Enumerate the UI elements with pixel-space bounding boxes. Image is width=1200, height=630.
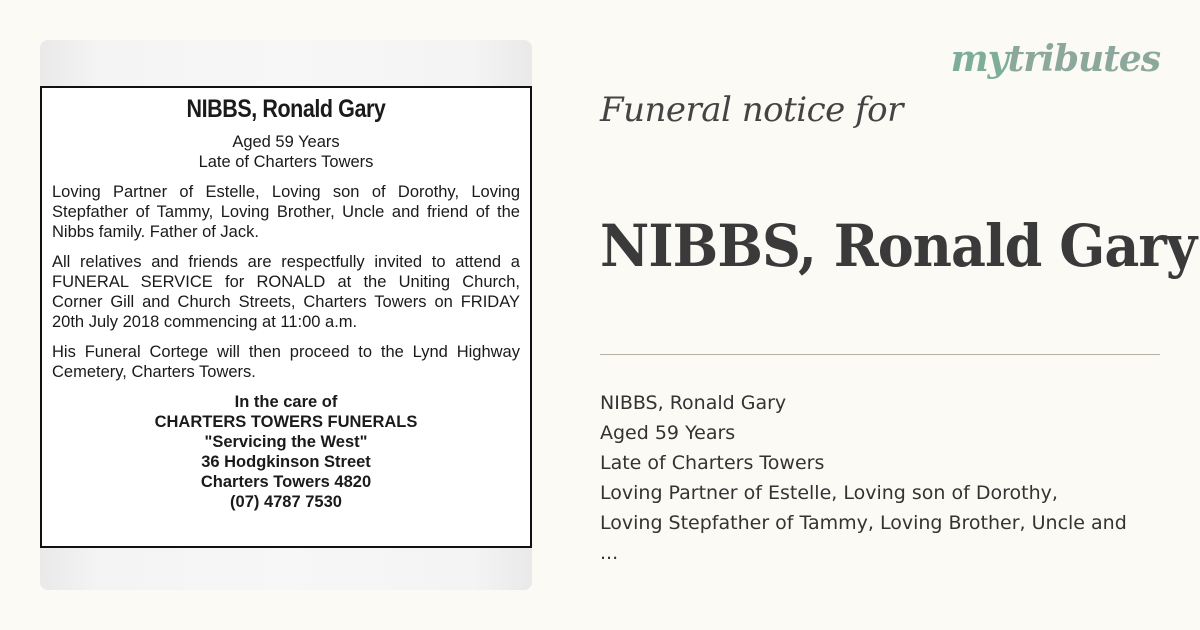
notice-family-paragraph: Loving Partner of Estelle, Loving son of Dorothy, Loving Stepfather of Tammy, Loving Brother, Uncle and friend of the Nibbs family. Father of Jack.	[52, 183, 520, 241]
logo-my: my	[950, 38, 1008, 80]
funeral-director-block	[52, 392, 520, 512]
notice-excerpt	[600, 388, 1180, 568]
excerpt-line: Aged 59 Years	[600, 422, 736, 444]
notice-age: Aged 59 Years	[232, 133, 340, 151]
funeral-home-street: 36 Hodgkinson Street	[201, 453, 371, 471]
funeral-home-name: CHARTERS TOWERS FUNERALS	[154, 413, 418, 431]
logo-tributes: tributes	[1007, 38, 1160, 80]
notice-service-paragraph: All relatives and friends are respectfully invited to attend a FUNERAL SERVICE for RONALD at the Uniting Church, Corner Gill and Church Streets, Charters Towers on FRIDAY 20th July 2018 commencing at 11:00 a.m.	[52, 253, 520, 331]
page-subtitle: Funeral notice for	[600, 90, 903, 130]
notice-residence: Late of Charters Towers	[198, 153, 374, 171]
excerpt-line: Late of Charters Towers	[600, 452, 825, 474]
notice-title: NIBBS, Ronald Gary	[186, 95, 386, 123]
page-title: NIBBS, Ronald Gary	[600, 212, 1197, 280]
funeral-home-phone: (07) 4787 7530	[230, 493, 342, 511]
care-line: In the care of	[234, 393, 338, 411]
excerpt-line: Loving Partner of Estelle, Loving son of Dorothy,	[600, 482, 1058, 504]
notice-frame	[40, 86, 532, 548]
funeral-home-slogan: "Servicing the West"	[204, 433, 368, 451]
excerpt-line: ...	[600, 542, 619, 564]
excerpt-line: NIBBS, Ronald Gary	[600, 392, 787, 414]
divider	[600, 354, 1160, 355]
notice-content	[42, 88, 530, 512]
mytributes-logo[interactable]	[951, 38, 1160, 80]
notice-image	[40, 40, 532, 590]
notice-cortege-paragraph: His Funeral Cortege will then proceed to the Lynd Highway Cemetery, Charters Towers.	[52, 343, 520, 381]
excerpt-line: Loving Stepfather of Tammy, Loving Brother, Uncle and	[600, 512, 1127, 534]
funeral-home-city: Charters Towers 4820	[200, 473, 372, 491]
